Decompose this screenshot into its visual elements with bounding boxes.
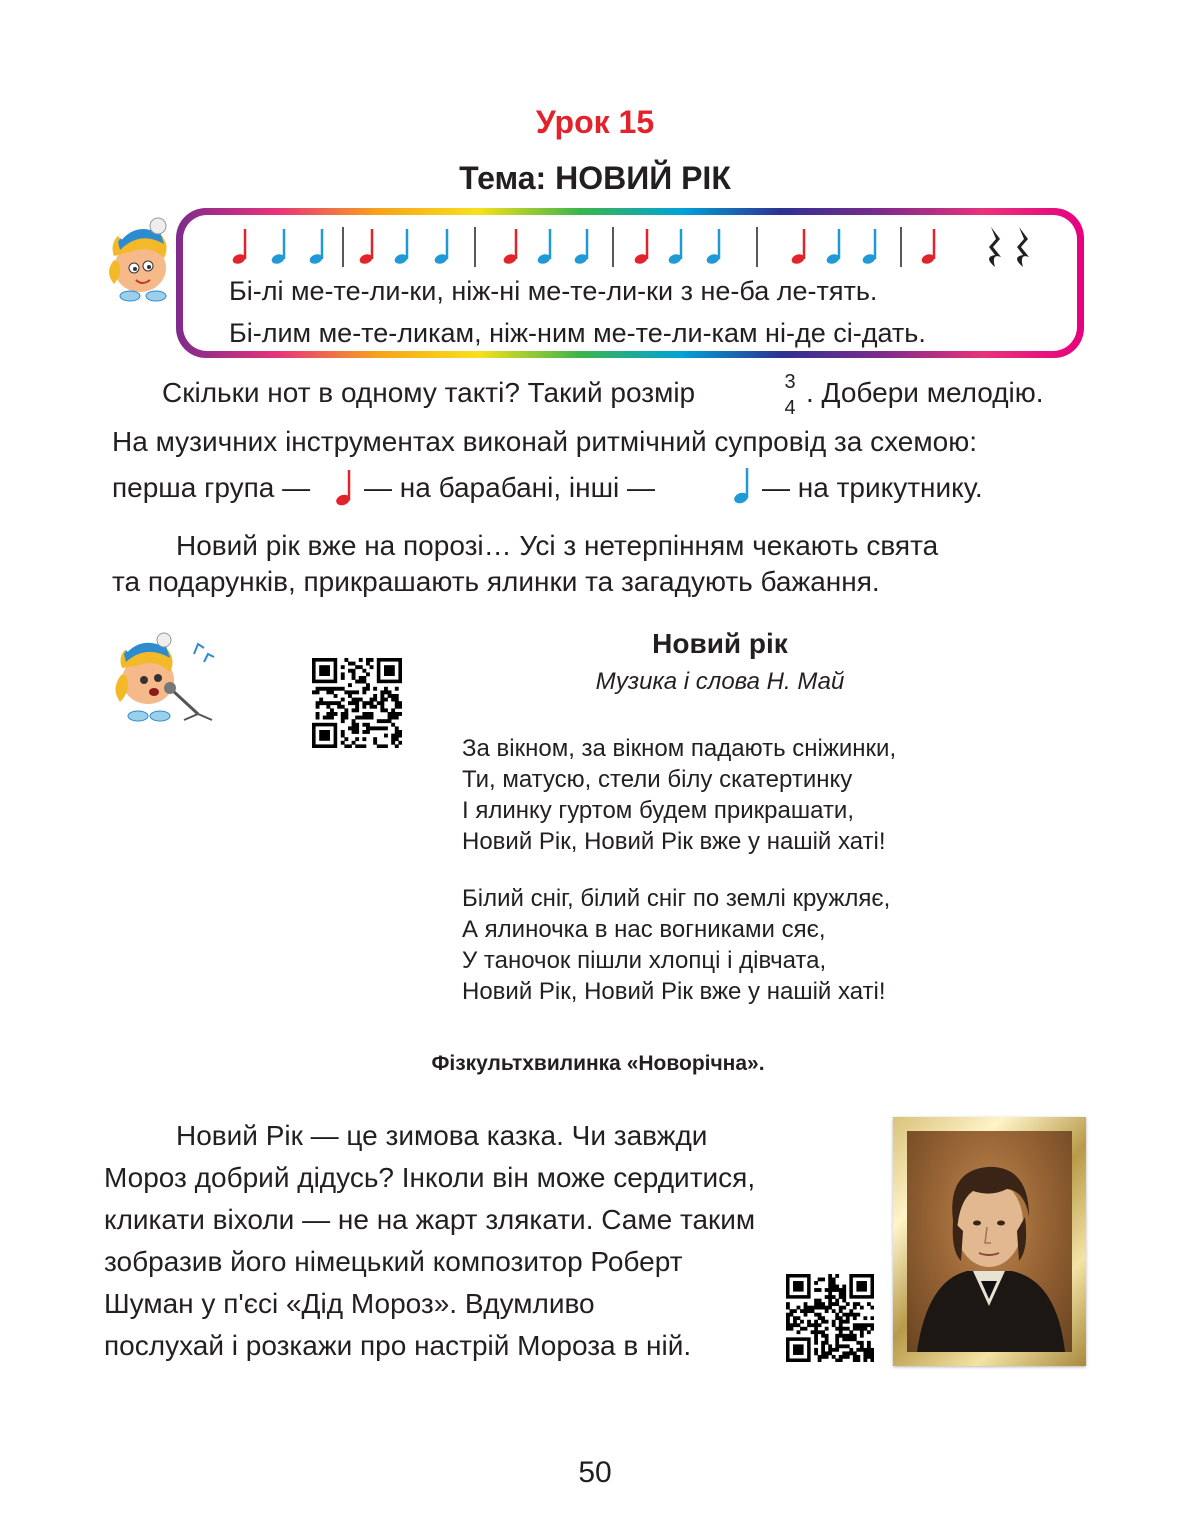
qr-code-song[interactable] [312,658,402,748]
schumann-line-5: Шуман у п'єсі «Дід Мороз». Вдумливо [104,1288,595,1319]
quarter-note-icon [502,229,517,265]
verse-line: Ти, матусю, стели білу скатертинку [462,766,853,793]
verse-1 [462,733,896,857]
quarter-note-icon [433,229,448,265]
verse-2 [462,883,890,1007]
verse-line: У таночок пішли хлопці і дівчата, [462,947,827,974]
intro-line-2: та подарунків, прикрашають ялинки та загадують бажання. [112,566,880,597]
red-quarter-note-icon [334,468,354,508]
time-signature-top: 3 [784,371,796,393]
task-line-1b: . Добери мелодію. [806,377,1044,408]
schumann-portrait-frame [893,1117,1086,1366]
quarter-note-icon [573,229,588,265]
rhythm-panel [176,208,1084,358]
quarter-note-icon [270,229,285,265]
lesson-title: Урок 15 [535,104,655,140]
task-line-1a: Скільки нот в одному такті? Такий розмір [162,377,696,408]
quarter-note-icon [705,229,720,265]
topic-title: Тема: НОВИЙ РІК [459,160,731,196]
quarter-note-icon [393,229,408,265]
verse-line: І ялинку гуртом будем прикрашати, [462,797,855,824]
quarter-note-icon [667,229,682,265]
task-line-3c: — на трикутнику. [762,472,983,503]
quarter-note-icon [536,229,551,265]
qr-code-schumann[interactable] [786,1274,874,1362]
fizkult-heading: Фізкультхвилинка «Новорічна». [431,1052,765,1075]
rhythm-lyric-line-2: Бі-лим ме-те-ликам, ніж-ним ме-те-ли-кам ні-де сі-дать. [229,318,926,348]
blue-quarter-note-icon [732,466,752,506]
schumann-line-2: Мороз добрий дідусь? Інколи він може сердитися, [104,1162,756,1193]
schumann-line-1: Новий Рік — це зимова казка. Чи завжди [176,1120,708,1151]
quarter-note-icon [358,229,373,265]
task-line-3b: — на барабані, інші — [364,472,656,503]
verse-line: Новий Рік, Новий Рік вже у нашій хаті! [462,828,886,855]
task-line-2: На музичних інструментах виконай ритмічний супровід за схемою: [112,426,977,457]
verse-line: Новий Рік, Новий Рік вже у нашій хаті! [462,978,886,1005]
quarter-note-icon [308,229,323,265]
quarter-note-icon [861,229,876,265]
verse-line: А ялиночка в нас вогниками сяє, [462,916,826,943]
rhythm-lyric-line-1: Бі-лі ме-те-ли-ки, ніж-ні ме-те-ли-ки з не-ба ле-тять. [229,276,878,306]
quarter-note-icon [633,229,648,265]
quarter-rest-icon [1017,227,1029,267]
song-author: Музика і слова Н. Май [595,668,845,695]
page-number: 50 [578,1456,612,1489]
time-signature-bottom: 4 [784,397,796,419]
quarter-rest-icon [989,227,1001,267]
quarter-note-icon [231,229,246,265]
schumann-line-6: послухай і розкажи про настрій Мороза в ній. [104,1330,692,1361]
schumann-line-4: зобразив його німецький композитор Роберт [104,1246,683,1277]
task-line-3a: перша група — [112,472,311,503]
intro-line-1: Новий рік вже на порозі… Усі з нетерпінням чекають свята [176,530,939,561]
quarter-note-icon [920,229,935,265]
quarter-note-icon [790,229,805,265]
song-title: Новий рік [652,628,788,659]
schumann-line-3: кликати віхоли — не на жарт злякати. Саме таким [104,1204,756,1235]
schumann-portrait [907,1131,1072,1352]
quarter-note-icon [825,229,840,265]
verse-line: За вікном, за вікном падають сніжинки, [462,735,897,762]
mascot-singing-illustration [108,632,224,724]
verse-line: Білий сніг, білий сніг по землі кружляє, [462,885,891,912]
